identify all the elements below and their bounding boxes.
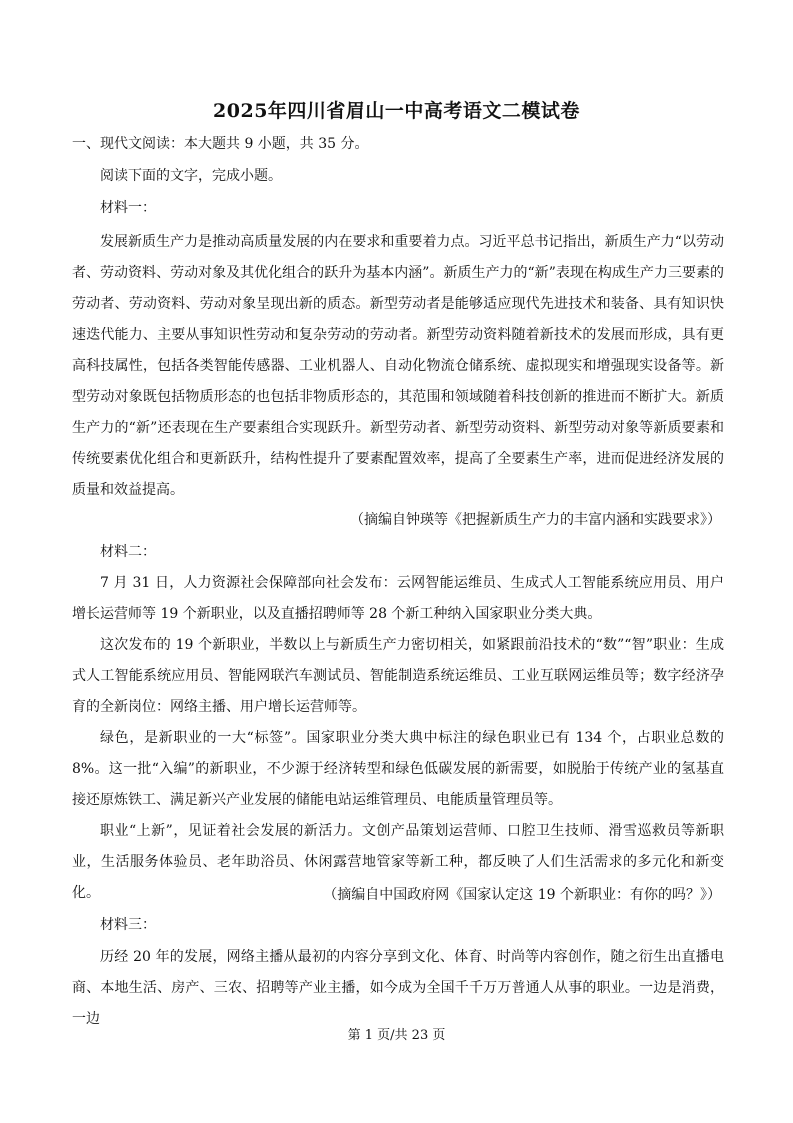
material-2-paragraph-3: 绿色，是新职业的一大“标签”。国家职业分类大典中标注的绿色职业已有 134 个，占职业总数的 8%。这一批“入编”的新职业，不少源于经济转型和绿色低碳发展的新需要，如脱胎于传统产业的氢基直接还原炼铁工、满足新兴产业发展的储能电站运维管理员、电能质量管理员等。 (72, 730, 724, 808)
document-title: 2025年四川省眉山一中高考语文二模试卷 (213, 100, 580, 122)
reading-instruction: 阅读下面的文字，完成小题。 (100, 168, 282, 184)
material-1-paragraph: 发展新质生产力是推动高质量发展的内在要求和重要着力点。习近平总书记指出，新质生产力“以劳动者、劳动资料、劳动对象及其优化组合的跃升为基本内涵”。新质生产力的“新”表现在构成生产力三要素的劳动者、劳动资料、劳动对象呈现出新的质态。新型劳动者是能够适应现代先进技术和装备、具有知识快速迭代能力、主要从事知识性劳动和复杂劳动的劳动者。新型劳动资料随着新技术的发展而形成，具有更高科技属性，包括各类智能传感器、工业机器人、自动化物流仓储系统、虚拟现实和增强现实设备等。新型劳动对象既包括物质形态的也包括非物质形态的，其范围和领域随着科技创新的推进而不断扩大。新质生产力的“新”还表现在生产要素组合实现跃升。新型劳动者、新型劳动资料、新型劳动对象等新质要素和传统要素优化组合和更新跃升，结构性提升了要素配置效率，提高了全要素生产率，进而促进经济发展的质量和效益提高。 (72, 234, 724, 498)
material-2-source: （摘编自中国政府网《国家认定这 19 个新职业：有你的吗？》） (323, 887, 721, 903)
material-2-paragraph-2: 这次发布的 19 个新职业，半数以上与新质生产力密切相关，如紧跟前沿技术的“数”“智”职业：生成式人工智能系统应用员、智能网联汽车测试员、智能制造系统运维员、工业互联网运维员等；数字经济孕育的全新岗位：网络主播、用户增长运营师等。 (72, 637, 724, 715)
material-3-label: 材料三： (100, 917, 156, 933)
material-3-paragraph: 历经 20 年的发展，网络主播从最初的内容分享到文化、体育、时尚等内容创作，随之衍生出直播电商、本地生活、房产、三农、招聘等产业主播，如今成为全国千千万万普通人从事的职业。一边是消费，一边 (72, 949, 724, 1027)
material-2-label: 材料二： (100, 544, 156, 560)
page-footer: 第 1 页/共 23 页 (347, 1028, 446, 1043)
section-heading: 一、现代文阅读：本大题共 9 小题，共 35 分。 (72, 136, 369, 152)
material-2-paragraph-1: 7 月 31 日，人力资源社会保障部向社会发布：云网智能运维员、生成式人工智能系统应用员、用户增长运营师等 19 个新职业，以及直播招聘师等 28 个新工种纳入国家职业分类大典。 (72, 575, 724, 622)
material-1-source: （摘编自钟瑛等《把握新质生产力的丰富内涵和实践要求》） (350, 512, 721, 528)
material-1-label: 材料一： (100, 200, 156, 216)
material-2-paragraph-4: 职业“上新”，见证着社会发展的新活力。文创产品策划运营师、口腔卫生技师、滑雪巡救员等新职业，生活服务体验员、老年助浴员、休闲露营地管家等新工种，都反映了人们生活需求的多元化和新变化。 (72, 823, 724, 901)
